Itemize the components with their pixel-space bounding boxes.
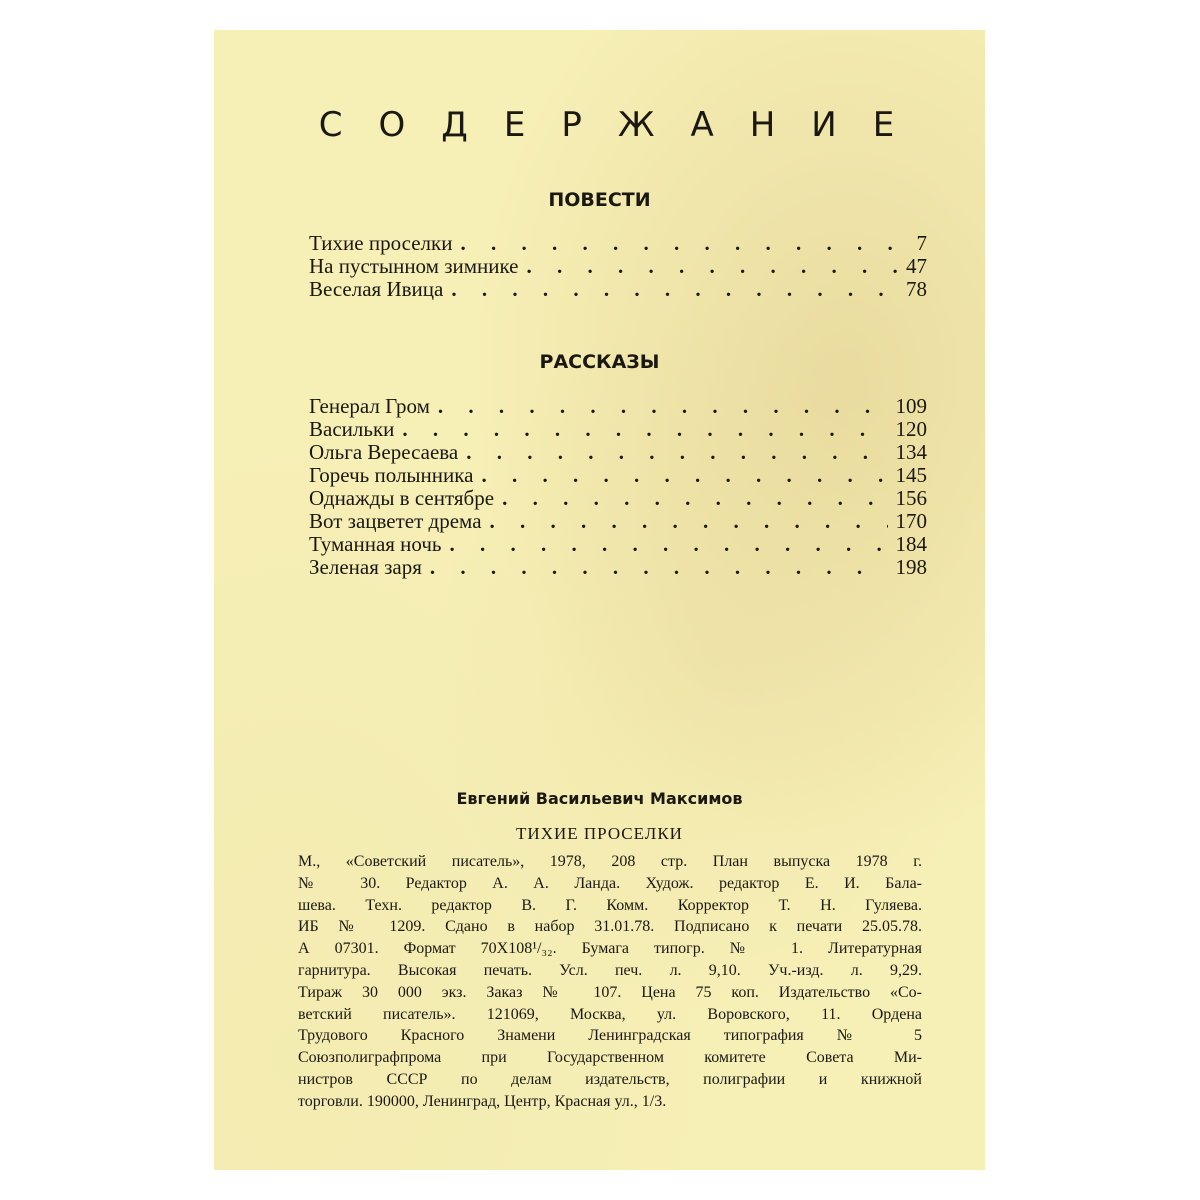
toc-dot-leader: [527, 255, 899, 278]
imprint-line: Трудового Красного Знамени Ленинградская типография № 5: [298, 1027, 922, 1045]
toc-item-page: 109: [895, 394, 927, 418]
author-name: Евгений Васильевич Максимов: [456, 789, 743, 808]
toc-item-title: Васильки: [309, 417, 395, 441]
toc-dot-leader: [402, 418, 887, 441]
toc-item-page: 170: [895, 509, 927, 533]
imprint-line: М., «Советский писатель», 1978, 208 стр. План выпуска 1978 г.: [298, 853, 922, 870]
toc-item-title: Ольга Вересаева: [309, 440, 459, 464]
toc-item-page: 156: [895, 486, 927, 510]
toc-item-page: 7: [916, 231, 927, 255]
imprint-line: Союзполиграфпрома при Государственном комитете Совета Ми-: [298, 1049, 922, 1067]
toc-item-title: Генерал Гром: [309, 394, 430, 418]
toc-item: [309, 510, 927, 533]
toc-list-povesti: [309, 232, 927, 301]
toc-dot-leader: [451, 278, 898, 301]
imprint-line: гарнитура. Высокая печать. Усл. печ. л. 9,10. Уч.-изд. л. 9,29.: [298, 961, 922, 979]
imprint-line: ветский писатель». 121069, Москва, ул. Воровского, 11. Ордена: [298, 1005, 922, 1023]
toc-item-title: Горечь полынника: [309, 463, 474, 487]
toc-item: [309, 464, 927, 487]
toc-item: [309, 395, 927, 418]
toc-dot-leader: [466, 441, 887, 464]
toc-dot-leader: [481, 464, 887, 487]
book-title: ТИХИЕ ПРОСЕЛКИ: [516, 824, 683, 843]
toc-item-title: Зеленая заря: [309, 555, 422, 579]
toc-dot-leader: [502, 487, 887, 510]
imprint-line: нистров СССР по делам издательств, полиграфии и книжной: [298, 1070, 922, 1088]
toc-item-title: Туманная ночь: [309, 532, 442, 556]
toc-item-title: На пустынном зимнике: [309, 254, 519, 278]
contents-title: СОДЕРЖАНИЕ: [318, 105, 931, 145]
imprint-line: А 07301. Формат 70Х108¹/₃₂. Бумага типогр. № 1. Литературная: [298, 940, 922, 958]
toc-list-rasskazy: [309, 395, 927, 579]
toc-dot-leader: [438, 395, 888, 418]
toc-item: [309, 487, 927, 510]
toc-item-page: 198: [895, 555, 927, 579]
toc-item: [309, 232, 927, 255]
toc-item-title: Однажды в сентябре: [309, 486, 495, 510]
imprint-block: [298, 851, 922, 1113]
section-heading-rasskazy: РАССКАЗЫ: [539, 351, 660, 373]
toc-item-page: 184: [895, 532, 927, 556]
imprint-line: Тираж 30 000 экз. Заказ № 107. Цена 75 коп. Издательство «Со-: [298, 983, 922, 1001]
toc-item-page: 120: [895, 417, 927, 441]
toc-item: [309, 418, 927, 441]
book-page: [214, 30, 985, 1170]
section-heading-povesti: ПОВЕСТИ: [548, 189, 651, 211]
toc-item-title: Вот зацветет дрема: [309, 509, 482, 533]
imprint-line: ИБ № 1209. Сдано в набор 31.01.78. Подписано к печати 25.05.78.: [298, 918, 922, 936]
toc-dot-leader: [490, 510, 888, 533]
toc-item-page: 78: [906, 277, 927, 301]
toc-item: [309, 441, 927, 464]
toc-item-title: Веселая Ивица: [309, 277, 444, 301]
imprint-line: торговли. 190000, Ленинград, Центр, Красная ул., 1/3.: [298, 1092, 667, 1110]
toc-dot-leader: [430, 556, 888, 579]
toc-item: [309, 556, 927, 579]
toc-dot-leader: [460, 232, 908, 255]
toc-item-page: 47: [906, 254, 927, 278]
toc-dot-leader: [450, 533, 888, 556]
toc-item-title: Тихие проселки: [309, 231, 453, 255]
toc-item-page: 134: [895, 440, 927, 464]
toc-item-page: 145: [895, 463, 927, 487]
toc-item: [309, 533, 927, 556]
toc-item: [309, 278, 927, 301]
toc-item: [309, 255, 927, 278]
imprint-line: шева. Техн. редактор В. Г. Комм. Корректор Т. Н. Гуляева.: [298, 896, 922, 914]
imprint-line: № 30. Редактор А. А. Ланда. Худож. редактор Е. И. Бала-: [298, 874, 922, 892]
